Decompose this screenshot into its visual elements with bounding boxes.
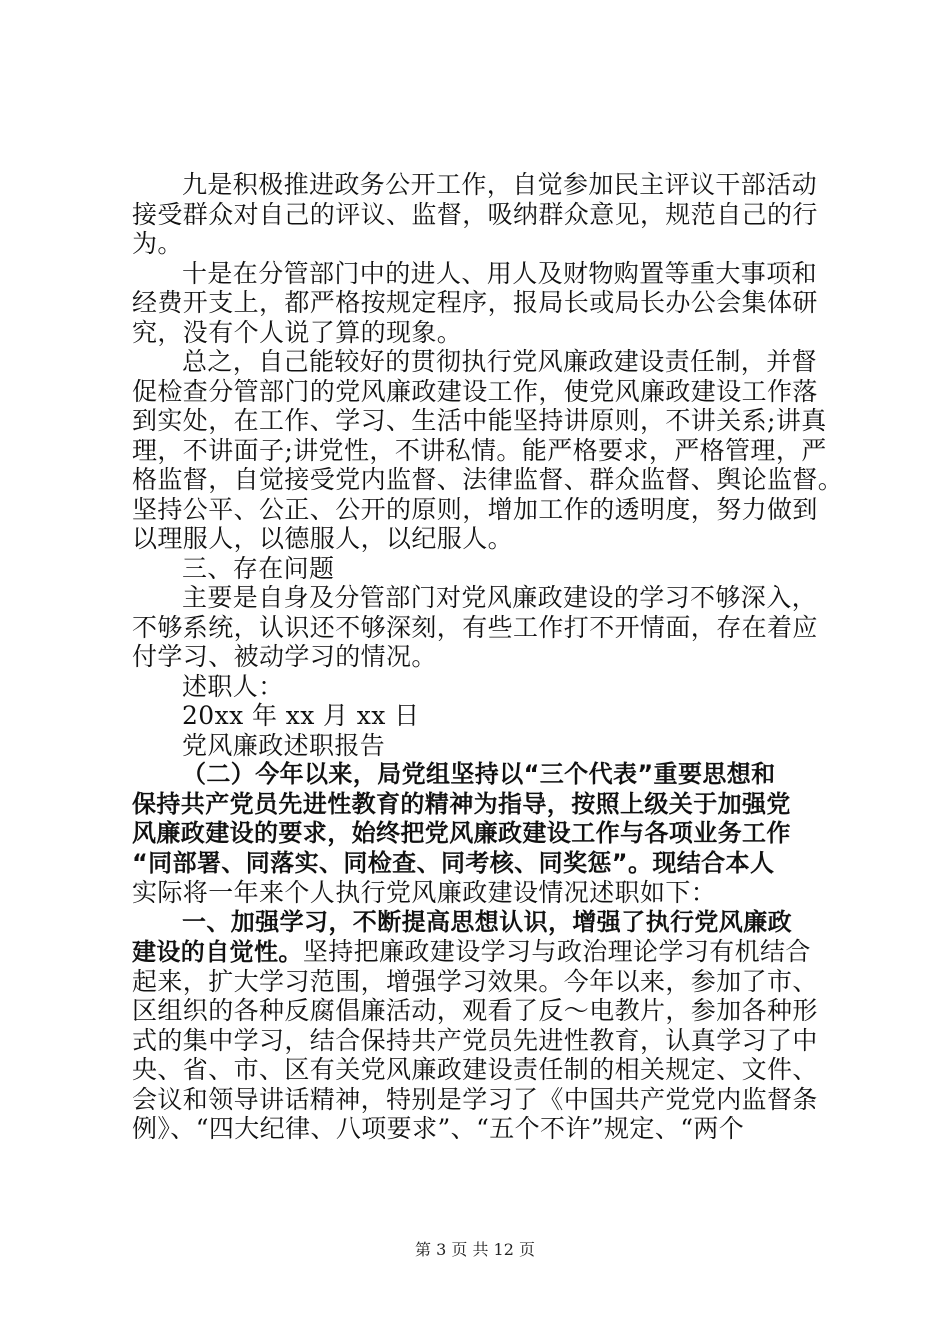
text-line: 坚持公平、公正、公开的原则，增加工作的透明度，努力做到 <box>132 494 818 524</box>
text-line: 央、省、市、区有关党风廉政建设责任制的相关规定、文件、 <box>132 1055 818 1084</box>
text-line: 实际将一年来个人执行党风廉政建设情况述职如下： <box>132 878 717 907</box>
text-line: 三、存在问题 <box>182 553 335 583</box>
text-line: 到实处，在工作、学习、生活中能坚持讲原则，不讲关系;讲真 <box>132 406 827 435</box>
text-line: 总之，自己能较好的贯彻执行党风廉政建设责任制，并督 <box>182 347 818 376</box>
text-line: 为。 <box>132 229 183 258</box>
text-line: 九是积极推进政务公开工作，自觉参加民主评议干部活动 <box>182 170 818 199</box>
text-line: 不够系统，认识还不够深刻，有些工作打不开情面，存在着应 <box>132 612 818 642</box>
text-line: 十是在分管部门中的进人、用人及财物购置等重大事项和 <box>182 258 818 288</box>
text-line: 党风廉政述职报告 <box>182 730 386 760</box>
text-line: 接受群众对自己的评议、监督，吸纳群众意见，规范自己的行 <box>132 199 818 229</box>
text-line: （二）今年以来，局党组坚持以“三个代表”重要思想和 <box>182 760 776 788</box>
text-line <box>132 937 832 967</box>
text-line: 付学习、被动学习的情况。 <box>132 642 437 671</box>
bold-lead-text: 建设的自觉性。 <box>132 938 303 966</box>
text-line: 主要是自身及分管部门对党风廉政建设的学习不够深入， <box>182 583 818 612</box>
text-line: 起来，扩大学习范围，增强学习效果。今年以来，参加了市、 <box>132 966 818 996</box>
text-line: 格监督，自觉接受党内监督、法律监督、群众监督、舆论监督。 <box>132 465 844 494</box>
text-line: 会议和领导讲话精神，特别是学习了《中国共产党党内监督条 <box>132 1084 818 1114</box>
document-body <box>132 170 844 1144</box>
page-footer: 第 3 页 共 12 页 <box>415 1240 535 1259</box>
text-line: 保持共产党员先进性教育的精神为指导，按照上级关于加强党 <box>132 789 791 818</box>
text-line: 促检查分管部门的党风廉政建设工作，使党风廉政建设工作落 <box>132 376 818 406</box>
text-line: 述职人： <box>182 671 284 701</box>
text-line: 例》、“四大纪律、八项要求”、“五个不许”规定、“两个 <box>132 1114 745 1143</box>
text-line: 经费开支上，都严格按规定程序，报局长或局长办公会集体研 <box>132 288 818 317</box>
text-line: 究，没有个人说了算的现象。 <box>132 317 463 347</box>
text-line: 式的集中学习，结合保持共产党员先进性教育，认真学习了中 <box>132 1025 818 1055</box>
text-line: 一、加强学习，不断提高思想认识，增强了执行党风廉政 <box>182 907 792 936</box>
text-line: 20xx 年 xx 月 xx 日 <box>182 701 420 730</box>
line-rest-text: 坚持把廉政建设学习与政治理论学习有机结合 <box>302 937 811 966</box>
text-line: 理，不讲面子;讲党性，不讲私情。能严格要求，严格管理，严 <box>132 435 827 465</box>
text-line: 区组织的各种反腐倡廉活动，观看了反～电教片，参加各种形 <box>132 996 818 1025</box>
text-line: “同部署、同落实、同检查、同考核、同奖惩”。现结合本人 <box>132 848 775 877</box>
text-line: 以理服人，以德服人，以纪服人。 <box>132 524 514 553</box>
text-line: 风廉政建设的要求，始终把党风廉政建设工作与各项业务工作 <box>132 819 791 847</box>
